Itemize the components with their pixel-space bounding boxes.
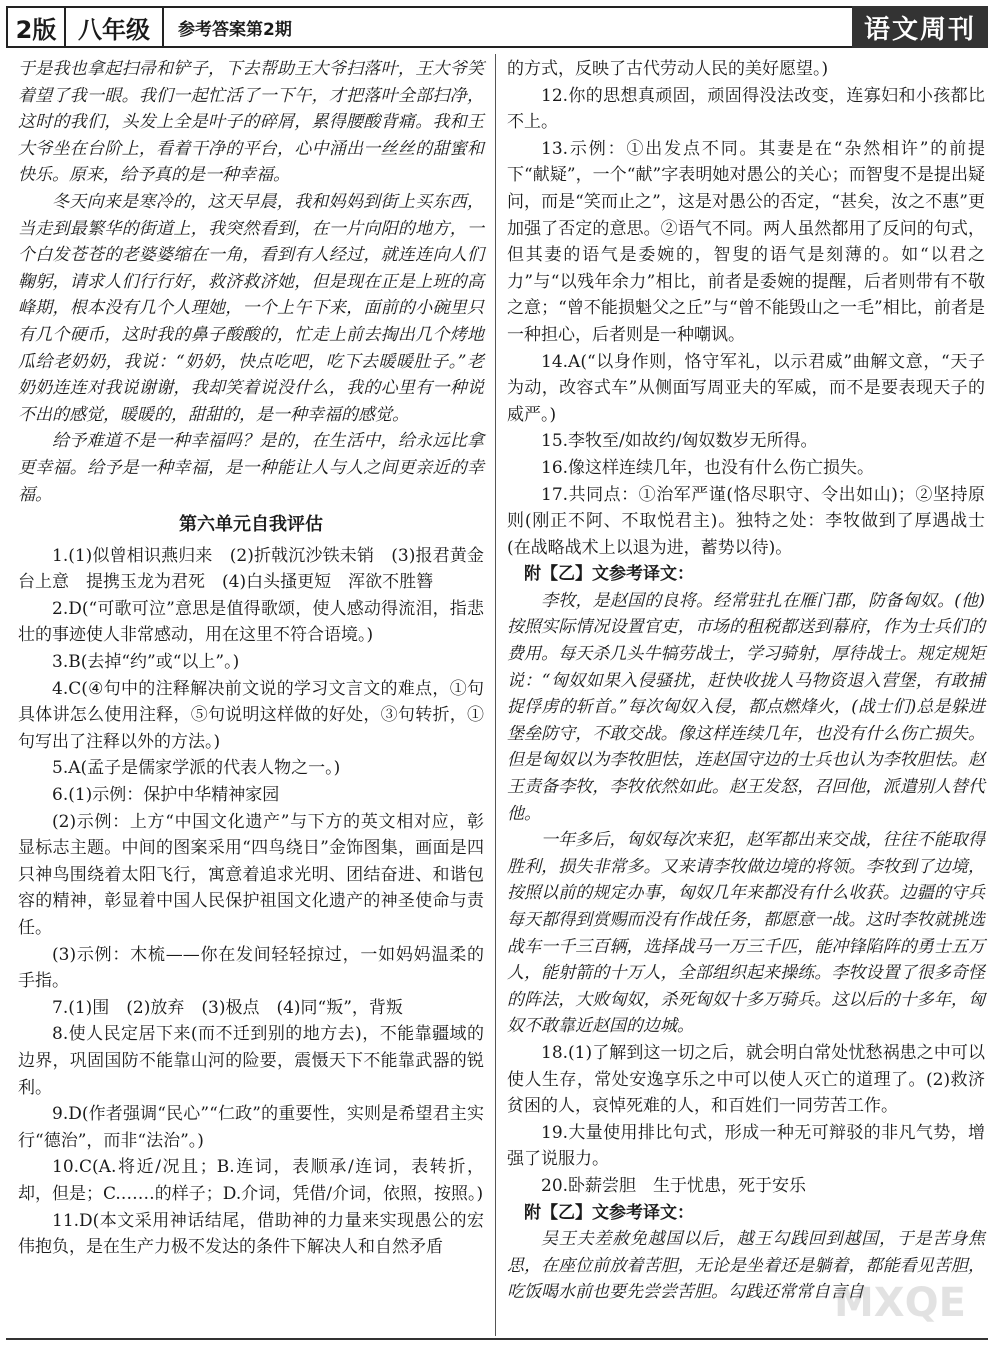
brand-logo: 语文周刊 xyxy=(852,6,988,48)
translation-paragraph: 李牧，是赵国的良将。经常驻扎在雁门郡，防备匈奴。(他)按照实际情况设置官吏，市场的租税都送到幕府，作为士兵们的费用。每天杀几头牛犒劳战士，学习骑射，厚待战士。规定规矩说：“匈奴如果入侵骚扰，赶快收拢人马物资退入营堡，有敢捕捉俘虏的斩首。”每次匈奴入侵，都点燃烽火，(战士们)总是躲进堡垒防守，不敢交战。像这样连续几年，也没有什么伤亡损失。但是匈奴以为李牧胆怯，连赵国守边的士兵也认为李牧胆怯。赵王责备李牧，李牧依然如此。赵王发怒，召回他，派遣别人替代他。 xyxy=(507,590,985,824)
translation-paragraph: 吴王夫差赦免越国以后，越王勾践回到越国，于是苦身焦思，在座位前放着苦胆，无论是坐着还是躺着，都能看见苦胆，吃饭喝水前也要先尝尝苦胆。勾践还常常自言自 xyxy=(507,1229,985,1303)
answer-item: 12.你的思想真顽固，顽固得没法改变，连寡妇和小孩都比不上。 xyxy=(507,85,985,133)
answer-item: 18.(1)了解到这一切之后，就会明白常处忧愁祸患之中可以使人生存，常处安逸享乐之中可以使人灭亡的道理了。(2)救济贫困的人，哀悼死难的人，和百姓们一同劳苦工作。 xyxy=(507,1042,985,1117)
answer-item: 3.B(去掉“约”或“以上”。) xyxy=(52,652,240,673)
answer-item: 13.示例：①出发点不同。其妻是在“杂然相许”的前提下“献疑”，一个“献”字表明她对愚公的关心；而智叟不是提出疑问，而是“笑而止之”，这是对愚公的否定，“甚矣，汝之不惠”更加强了否定的意思。②语气不同。两人虽然都用了反问的句式，但其妻的语气是委婉的，智叟的语气是刻薄的。如“以君之力”与“以残年余力”相比，前者是委婉的提醒，后者则带有不敬之意；“曾不能损魁父之丘”与“曾不能毁山之一毛”相比，前者是一种担心，后者则是一种嘲讽。 xyxy=(507,138,985,345)
answer-item: 5.A(孟子是儒家学派的代表人物之一。) xyxy=(52,758,341,779)
answer-item: 16.像这样连续几年，也没有什么伤亡损失。 xyxy=(541,457,875,478)
column-divider xyxy=(495,54,496,1336)
page-header xyxy=(6,6,988,48)
reference-translation-title: 附【乙】文参考译文： xyxy=(524,1202,694,1223)
answer-item: 6.(1)示例：保护中华精神家园 xyxy=(52,785,280,806)
answer-item: 15.李牧至/如故约/匈奴数岁无所得。 xyxy=(541,431,818,452)
essay-paragraph: 冬天向来是寒冷的，这天早晨，我和妈妈到街上买东西，当走到最繁华的街道上，我突然看到，在一片向阳的地方，一个白发苍苍的老婆婆缩在一角，看到有人经过，就连连向人们鞠躬，请求人们行行好，救济救济她，但是现在正是上班的高峰期，根本没有几个人理她，一个上午下来，面前的小碗里只有几个硬币，这时我的鼻子酸酸的，忙走上前去掏出几个烤地瓜给老奶奶，我说：“奶奶，快点吃吧，吃下去暖暖肚子。”老奶奶连连对我说谢谢，我却笑着说没什么，我的心里有一种说不出的感觉，暖暖的，甜甜的，是一种幸福的感觉。 xyxy=(18,191,484,425)
reference-translation-title: 附【乙】文参考译文： xyxy=(524,564,694,585)
translation-paragraph: 一年多后，匈奴每次来犯，赵军都出来交战，往往不能取得胜利，损失非常多。又来请李牧做边境的将领。李牧到了边境，按照以前的规定办事，匈奴几年来都没有什么收获。边疆的守兵每天都得到赏赐而没有作战任务，都愿意一战。这时李牧就挑选战车一千三百辆，选择战马一万三千匹，能冲锋陷阵的勇士五万人，能射箭的十万人，全部组织起来操练。李牧设置了很多奇怪的阵法，大败匈奴，杀死匈奴十多万骑兵。这以后的十多年，匈奴不敢靠近赵国的边城。 xyxy=(507,830,985,1037)
answer-item: 7.(1)围 (2)放弃 (3)极点 (4)同“叛”，背叛 xyxy=(52,997,403,1018)
answer-item: 4.C(④句中的注释解决前文说的学习文言文的难点，①句具体讲怎么使用注释，⑤句说明这样做的好处，③句转折，①句写出了注释以外的方法。) xyxy=(18,678,484,752)
answer-item: 19.大量使用排比句式，形成一种无可辩驳的非凡气势，增强了说服力。 xyxy=(507,1122,985,1170)
grade-label: 八年级 xyxy=(66,8,164,46)
answer-item: 8.使人民定居下来(而不迁到别的地方去)，不能靠疆域的边界，巩固国防不能靠山河的险要，震慑天下不能靠武器的锐利。 xyxy=(18,1024,484,1098)
answer-item: (2)示例：上方“中国文化遗产”与下方的英文相对应，彰显标志主题。中间的图案采用“四鸟绕日”金饰图集，画面是四只神鸟围绕着太阳飞行，寓意着追求光明、团结奋进、和谐包容的精神，彰显着中国人民保护祖国文化遗产的神圣使命与责任。 xyxy=(18,811,484,938)
essay-paragraph: 给予难道不是一种幸福吗？是的，在生活中，给永远比拿更幸福。给予是一种幸福，是一种能让人与人之间更亲近的幸福。 xyxy=(18,431,484,505)
answer-item: 1.(1)似曾相识燕归来 (2)折戟沉沙铁未销 (3)报君黄金台上意 提携玉龙为君死 (4)白头搔更短 浑欲不胜簪 xyxy=(18,545,484,593)
answer-item: 20.卧薪尝胆 生于忧患，死于安乐 xyxy=(541,1175,807,1196)
answer-item: 14.A(“以身作则，恪守军礼，以示君威”曲解文意，“天子为动，改容式车”从侧面写周亚夫的军威，而不是要表现天子的威严。) xyxy=(507,351,985,425)
bottom-rule xyxy=(6,1338,988,1340)
right-column xyxy=(507,56,985,1306)
answer-item: (3)示例：木梳——你在发间轻轻掠过，一如妈妈温柔的手指。 xyxy=(18,944,484,992)
answer-item: 2.D(“可歌可泣”意思是值得歌颂，使人感动得流泪，指悲壮的事迹使人非常感动，用在这里不符合语境。) xyxy=(18,598,484,646)
answer-item: 10.C(A.将近/况且；B.连词，表顺承/连词，表转折，却，但是；C.……的样子；D.介词，凭借/介词，依照，按照。) xyxy=(18,1157,484,1204)
edition-label: 2版 xyxy=(8,8,66,46)
essay-paragraph: 于是我也拿起扫帚和铲子，下去帮助王大爷扫落叶，王大爷笑着望了我一眼。我们一起忙活了一下午，才把落叶全部扫净，这时的我们，头发上全是叶子的碎屑，累得腰酸背痛。我和王大爷坐在台阶上，看着干净的平台，心中涌出一丝丝的甜蜜和快乐。原来，给予真的是一种幸福。 xyxy=(18,59,484,186)
section-title: 第六单元自我评估 xyxy=(179,514,323,536)
issue-subtitle: 参考答案第2期 xyxy=(178,19,292,40)
answer-item: 9.D(作者强调“民心”“仁政”的重要性，实则是希望君主实行“德治”，而非“法治”。) xyxy=(18,1104,484,1151)
left-column xyxy=(18,56,484,1261)
watermark-logo: MXQE xyxy=(834,1280,966,1326)
answer-item: 17.共同点：①治军严谨(恪尽职守、令出如山)；②坚持原则(刚正不阿、不取悦君主)。独特之处：李牧做到了厚遇战士(在战略战术上以退为进，蓄势以待)。 xyxy=(507,484,985,558)
answer-item: 11.D(本文采用神话结尾，借助神的力量来实现愚公的宏伟抱负，是在生产力极不发达的条件下解决人和自然矛盾 xyxy=(18,1210,484,1258)
answer-continuation: 的方式，反映了古代劳动人民的美好愿望。) xyxy=(507,59,829,79)
